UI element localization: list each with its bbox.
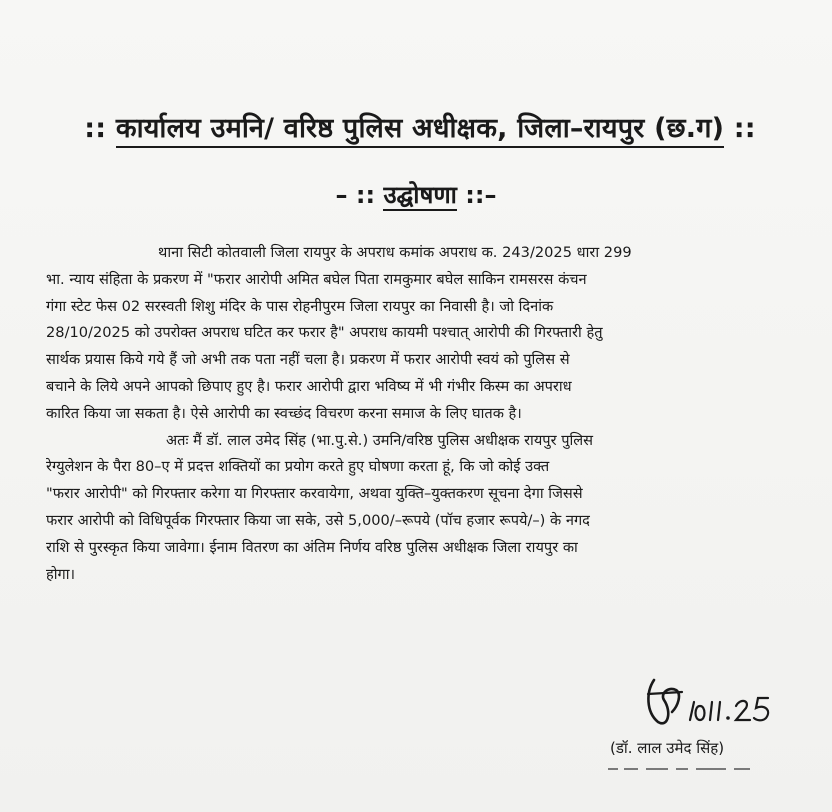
proclamation-body: [46, 240, 794, 588]
body-line: थाना सिटी कोतवाली जिला रायपुर के अपराध कमांक अपराध क. 243/2025 धारा 299: [158, 244, 632, 261]
office-title: कार्यालय उमनि/ वरिष्ठ पुलिस अधीक्षक, जिला–रायपुर (छ.ग): [116, 113, 724, 148]
handwritten-signature: [638, 672, 808, 736]
cut-off-text-row: [590, 762, 810, 782]
body-line: बचाने के लिये अपने आपको छिपाए हुए है। फरार आरोपी द्वारा भविष्य में भी गंभीर किस्म का अपराध: [46, 377, 572, 395]
header-prefix: ::: [84, 113, 107, 144]
subheading-right: ::–: [465, 181, 497, 209]
header-suffix: ::: [733, 113, 756, 144]
body-line: गंगा स्टेट फेस 02 सरस्वती शिशु मंदिर के पास रोहनीपुरम जिला रायपुर का निवासी है। जो दिनांक: [46, 297, 554, 315]
office-header: [40, 108, 800, 145]
subheading-left: – ::: [335, 181, 376, 209]
subheading-text: उद्घोषणा: [383, 181, 457, 209]
body-line: भा. न्याय संहिता के प्रकरण में "फरार आरोपी अमित बघेल पिता रामकुमार बघेल साकिन रामसरस कंचन: [46, 270, 587, 288]
body-line: रेग्युलेशन के पैरा 80–ए में प्रदत्त शक्तियों का प्रयोग करते हुए घोषणा करता हूं, कि जो कोई उक्त: [46, 458, 550, 476]
body-line: 28/10/2025 को उपरोक्त अपराध घटित कर फरार है" अपराध कायमी पश्चात् आरोपी की गिरफ्तारी हेतु: [46, 324, 603, 342]
body-line: सार्थक प्रयास किये गये हैं जो अभी तक पता नहीं चला है। प्रकरण में फरार आरोपी स्वयं को पुलिस से: [46, 351, 570, 369]
body-line: अतः मैं डॉ. लाल उमेद सिंह (भा.पु.से.) उमनि/वरिष्ठ पुलिस अधीक्षक रायपुर पुलिस: [166, 431, 594, 449]
body-line: होगा।: [46, 565, 76, 583]
signatory-name: (डॉ. लाल उमेद सिंह): [610, 739, 725, 757]
body-line: राशि से पुरस्कृत किया जावेगा। ईनाम वितरण का अंतिम निर्णय वरिष्ठ पुलिस अधीक्षक जिला रायपुर का: [46, 538, 578, 556]
cut-off-text-glyphs: [590, 762, 810, 778]
body-line: "फरार आरोपी" को गिरफ्तार करेगा या गिरफ्तार करवायेगा, अथवा युक्ति–युक्तकरण सूचना देगा जिससे: [46, 485, 583, 503]
body-line: कारित किया जा सकता है। ऐसे आरोपी का स्वच्छंद विचरण करना समाज के लिए घातक है।: [46, 404, 522, 422]
proclamation-heading: [0, 178, 832, 211]
body-line: फरार आरोपी को विधिपूर्वक गिरफ्तार किया जा सके, उसे 5,000/–रूपये (पॉच हजार रूपये/–) के नगद: [46, 511, 590, 529]
